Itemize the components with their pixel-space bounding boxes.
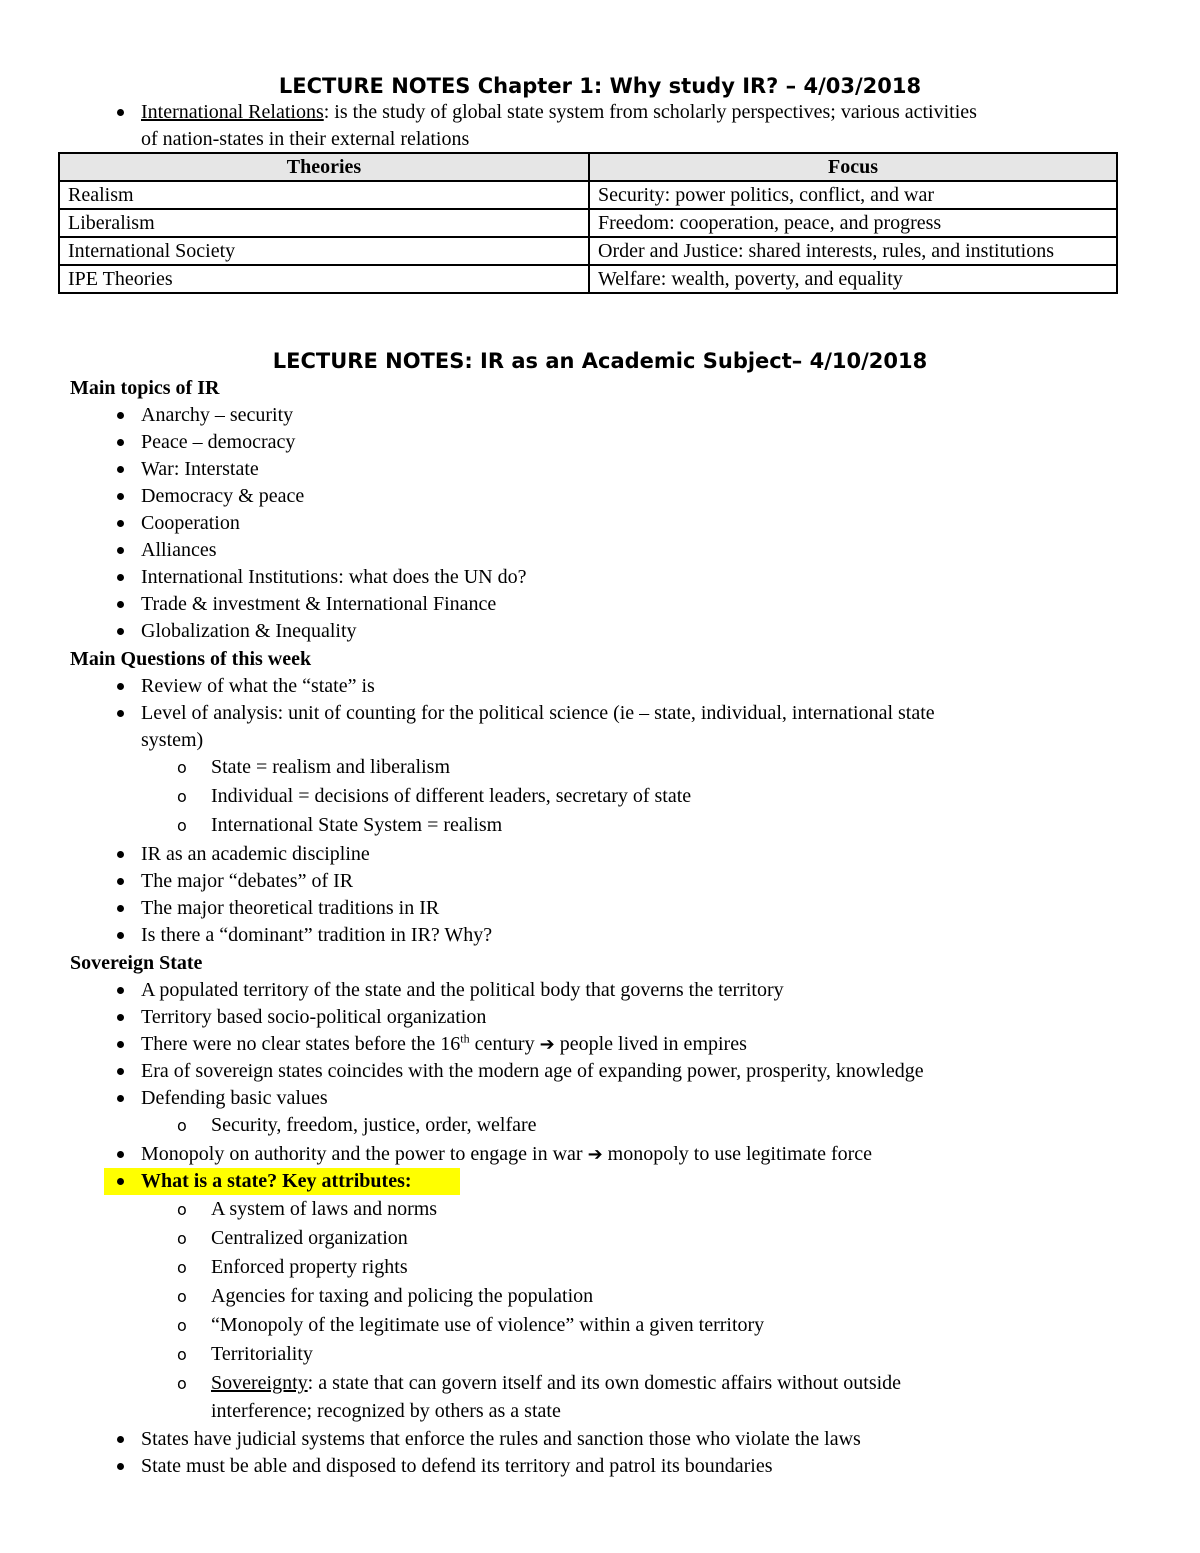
sub-bullet-icon: o bbox=[177, 758, 187, 777]
table-row bbox=[59, 265, 1117, 293]
sub-list-item: International State System = realism bbox=[211, 814, 503, 836]
bullet-icon bbox=[117, 520, 124, 527]
theories-table bbox=[58, 152, 1118, 294]
sub-list-item: “Monopoly of the legitimate use of violence” within a given territory bbox=[211, 1314, 765, 1336]
bullet-icon bbox=[117, 851, 124, 858]
bullet-icon bbox=[117, 109, 124, 116]
sub-list-item: State = realism and liberalism bbox=[211, 756, 450, 778]
sub-list-item-continuation: interference; recognized by others as a state bbox=[211, 1400, 561, 1422]
table-row bbox=[59, 209, 1117, 237]
sub-bullet-icon: o bbox=[177, 1345, 187, 1364]
section1-heading: LECTURE NOTES Chapter 1: Why study IR? – 4/03/2018 bbox=[278, 74, 922, 98]
bullet-icon bbox=[117, 466, 124, 473]
sovereign-state-title: Sovereign State bbox=[70, 952, 203, 974]
list-item: Peace – democracy bbox=[141, 431, 296, 453]
ir-definition-line1: International Relations: is the study of global state system from scholarly perspectives; various activities bbox=[141, 101, 977, 123]
list-item: Is there a “dominant” tradition in IR? Why? bbox=[141, 924, 493, 946]
list-item: A populated territory of the state and the political body that governs the territory bbox=[141, 979, 784, 1001]
bullet-icon bbox=[117, 547, 124, 554]
sub-bullet-icon: o bbox=[177, 1229, 187, 1248]
sovereignty-term: Sovereignty bbox=[211, 1372, 308, 1394]
sub-bullet-icon: o bbox=[177, 816, 187, 835]
sub-bullet-icon: o bbox=[177, 1374, 187, 1393]
table-cell: Security: power politics, conflict, and war bbox=[589, 181, 1117, 209]
sub-list-item: A system of laws and norms bbox=[211, 1198, 438, 1220]
sub-bullet-icon: o bbox=[177, 1200, 187, 1219]
bullet-icon bbox=[117, 628, 124, 635]
table-cell: Order and Justice: shared interests, rules, and institutions bbox=[589, 237, 1117, 265]
list-item: Defending basic values bbox=[141, 1087, 328, 1109]
sub-list-item: Individual = decisions of different leaders, secretary of state bbox=[211, 785, 692, 807]
bullet-icon bbox=[117, 601, 124, 608]
ir-definition-line2: of nation-states in their external relations bbox=[141, 128, 470, 150]
table-cell: Freedom: cooperation, peace, and progress bbox=[589, 209, 1117, 237]
list-item: War: Interstate bbox=[141, 458, 259, 480]
main-questions-title: Main Questions of this week bbox=[70, 648, 312, 670]
bullet-icon bbox=[117, 439, 124, 446]
list-item: IR as an academic discipline bbox=[141, 843, 370, 865]
table-cell: Welfare: wealth, poverty, and equality bbox=[589, 265, 1117, 293]
bullet-icon bbox=[117, 574, 124, 581]
list-item: State must be able and disposed to defend its territory and patrol its boundaries bbox=[141, 1455, 773, 1477]
table-header-row bbox=[59, 153, 1117, 181]
list-item: The major “debates” of IR bbox=[141, 870, 354, 892]
bullet-icon bbox=[117, 683, 124, 690]
ir-term: International Relations bbox=[141, 101, 324, 123]
list-item: The major theoretical traditions in IR bbox=[141, 897, 440, 919]
list-item-continuation: system) bbox=[141, 729, 204, 751]
arrow-right-icon: ➔ bbox=[539, 1034, 555, 1055]
table-cell: IPE Theories bbox=[59, 265, 589, 293]
table-cell: Liberalism bbox=[59, 209, 589, 237]
bullet-icon bbox=[117, 1041, 124, 1048]
sub-bullet-icon: o bbox=[177, 1258, 187, 1277]
bullet-icon bbox=[117, 1068, 124, 1075]
arrow-right-icon: ➔ bbox=[587, 1144, 603, 1165]
list-item: Review of what the “state” is bbox=[141, 675, 375, 697]
list-item-monopoly: Monopoly on authority and the power to engage in war ➔ monopoly to use legitimate force bbox=[141, 1143, 873, 1165]
bullet-icon bbox=[117, 1178, 124, 1185]
bullet-icon bbox=[117, 987, 124, 994]
list-item: Level of analysis: unit of counting for the political science (ie – state, individual, international state bbox=[141, 702, 935, 724]
bullet-icon bbox=[117, 412, 124, 419]
section2-heading: LECTURE NOTES: IR as an Academic Subject– 4/10/2018 bbox=[272, 349, 928, 373]
sub-list-item: Enforced property rights bbox=[211, 1256, 408, 1278]
table-cell: International Society bbox=[59, 237, 589, 265]
bullet-icon bbox=[117, 710, 124, 717]
table-header-theories: Theories bbox=[59, 153, 589, 181]
bullet-icon bbox=[117, 932, 124, 939]
table-cell: Realism bbox=[59, 181, 589, 209]
list-item-century: There were no clear states before the 16th century ➔ people lived in empires bbox=[141, 1031, 747, 1055]
sub-list-item-sovereignty: Sovereignty: a state that can govern itself and its own domestic affairs without outside bbox=[211, 1372, 902, 1394]
sub-bullet-icon: o bbox=[177, 1287, 187, 1306]
list-item: Trade & investment & International Finance bbox=[141, 593, 497, 615]
list-item: States have judicial systems that enforce the rules and sanction those who violate the laws bbox=[141, 1428, 861, 1450]
list-item: Territory based socio-political organization bbox=[141, 1006, 487, 1028]
bullet-icon bbox=[117, 905, 124, 912]
sub-bullet-icon: o bbox=[177, 1116, 187, 1135]
bullet-icon bbox=[117, 1151, 124, 1158]
bullet-icon bbox=[117, 493, 124, 500]
key-attributes-item: What is a state? Key attributes: bbox=[141, 1170, 412, 1192]
list-item: Democracy & peace bbox=[141, 485, 305, 507]
sub-list-item: Territoriality bbox=[211, 1343, 313, 1365]
list-item: Globalization & Inequality bbox=[141, 620, 357, 642]
sub-list-item: Centralized organization bbox=[211, 1227, 408, 1249]
main-topics-title: Main topics of IR bbox=[70, 377, 220, 399]
list-item: Alliances bbox=[141, 539, 217, 561]
table-header-focus: Focus bbox=[589, 153, 1117, 181]
table-row bbox=[59, 181, 1117, 209]
sub-list-item: Agencies for taxing and policing the population bbox=[211, 1285, 594, 1307]
bullet-icon bbox=[117, 878, 124, 885]
bullet-icon bbox=[117, 1095, 124, 1102]
bullet-icon bbox=[117, 1463, 124, 1470]
list-item: International Institutions: what does the UN do? bbox=[141, 566, 527, 588]
sub-list-item: Security, freedom, justice, order, welfare bbox=[211, 1114, 537, 1136]
list-item: Era of sovereign states coincides with the modern age of expanding power, prosperity, knowledge bbox=[141, 1060, 924, 1082]
list-item: Cooperation bbox=[141, 512, 240, 534]
sub-bullet-icon: o bbox=[177, 787, 187, 806]
bullet-icon bbox=[117, 1014, 124, 1021]
bullet-icon bbox=[117, 1436, 124, 1443]
list-item: Anarchy – security bbox=[141, 404, 294, 426]
sub-bullet-icon: o bbox=[177, 1316, 187, 1335]
table-row bbox=[59, 237, 1117, 265]
